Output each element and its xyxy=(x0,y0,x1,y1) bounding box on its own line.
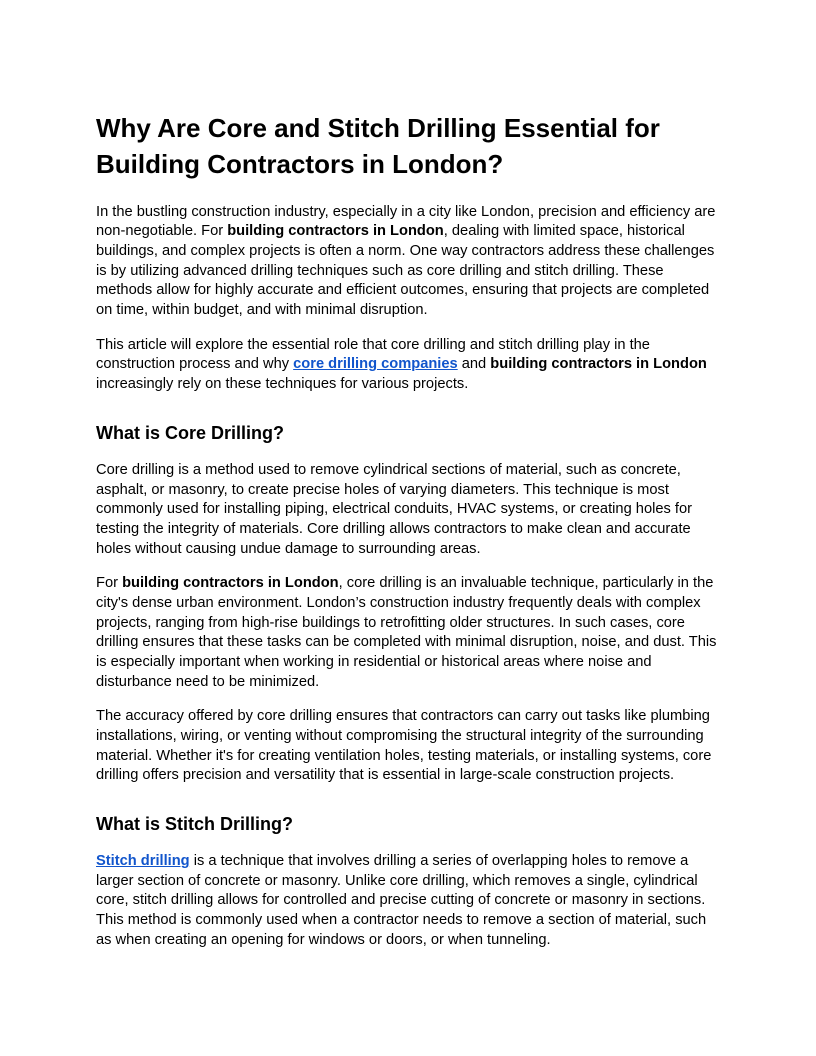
paragraph-core-2 xyxy=(96,574,720,692)
text-run: increasingly rely on these techniques for various projects. xyxy=(96,376,469,393)
paragraph-intro-1 xyxy=(96,203,720,321)
text-run: In the bustling construction industry, especially in a city like London, precision and efficiency are non-negotiable. For xyxy=(96,203,716,240)
heading-what-is-core-drilling: What is Core Drilling? xyxy=(96,422,285,443)
text-run: , core drilling is an invaluable technique, particularly in the city's dense urban environment. London’s construction industry frequently deals with complex projects, ranging from high-rise buildings to retrofitting older structures. In such cases, core drilling ensures that these tasks can be completed with minimal disruption, noise, and dust. This is especially important when working in residential or historical areas where noise and disturbance need to be minimized. xyxy=(96,575,717,690)
paragraph-core-1 xyxy=(96,461,720,559)
text-run: Core drilling is a method used to remove cylindrical sections of material, such as concrete, asphalt, or masonry, to create precise holes of varying diameters. This technique is most commonly used for installing piping, electrical conduits, HVAC systems, or creating holes for testing the integrity of materials. Core drilling allows contractors to make clean and accurate holes without causing undue damage to surrounding areas. xyxy=(96,461,693,557)
document-title: Why Are Core and Stitch Drilling Essential for Building Contractors in London? xyxy=(96,113,660,180)
paragraph-intro-2 xyxy=(96,336,720,395)
heading-what-is-stitch-drilling: What is Stitch Drilling? xyxy=(96,813,293,834)
stitch-drilling-link[interactable]: Stitch drilling xyxy=(96,853,190,870)
paragraph-stitch-1 xyxy=(96,852,720,950)
core-drilling-companies-link[interactable]: core drilling companies xyxy=(293,356,458,373)
text-run: The accuracy offered by core drilling ensures that contractors can carry out tasks like plumbing installations, wiring, or venting without compromising the structural integrity of the surrounding material. Whether it's for creating ventilation holes, testing materials, or installing systems, core drilling offers precision and versatility that is essential in large-scale construction projects. xyxy=(96,708,712,784)
paragraph-core-3 xyxy=(96,707,720,786)
text-run: is a technique that involves drilling a series of overlapping holes to remove a larger section of concrete or masonry. Unlike core drilling, which removes a single, cylindrical core, stitch drilling allows for controlled and precise cutting of concrete or masonry in sections. This method is commonly used when a contractor needs to remove a section of material, such as when creating an opening for windows or doors, or when tunneling. xyxy=(96,853,707,948)
text-run: This article will explore the essential role that core drilling and stitch drilling play in the construction process and why xyxy=(96,336,650,373)
text-run: For xyxy=(96,575,123,592)
text-run: , dealing with limited space, historical buildings, and complex projects is often a norm. One way contractors address these challenges is by utilizing advanced drilling techniques such as core drilling and stitch drilling. These methods allow for highly accurate and efficient outcomes, ensuring that projects are completed on time, within budget, and with minimal disruption. xyxy=(96,223,715,319)
text-run: building contractors in London xyxy=(122,575,339,592)
text-run: and xyxy=(457,356,491,373)
text-run: building contractors in London xyxy=(490,356,707,373)
text-run: building contractors in London xyxy=(227,223,444,240)
